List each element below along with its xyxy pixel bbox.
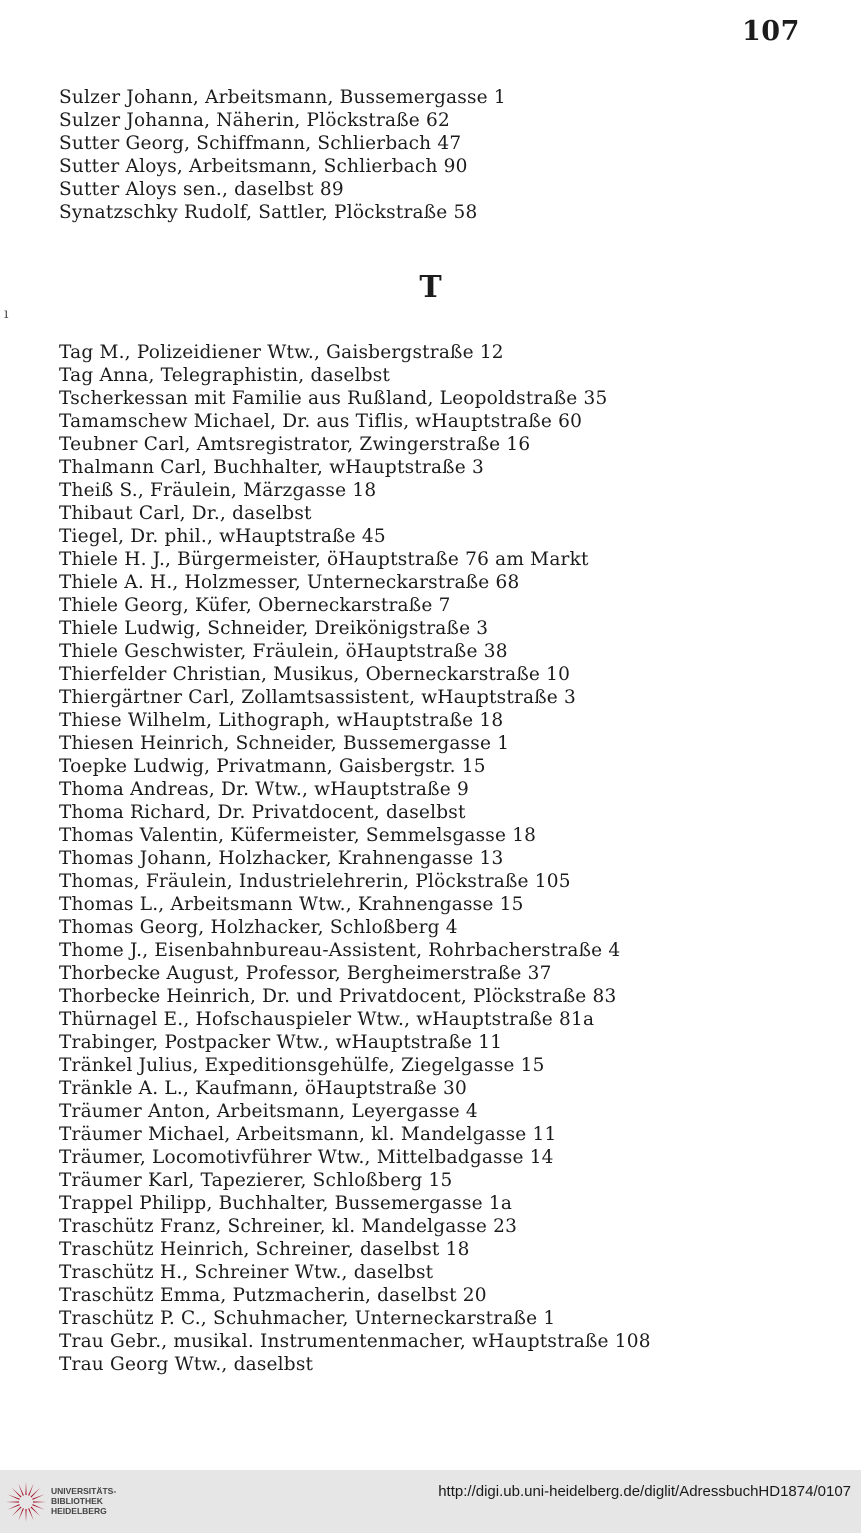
- directory-entry: Thoma Richard, Dr. Privatdocent, daselbst: [59, 802, 466, 823]
- directory-entry: Thalmann Carl, Buchhalter, wHauptstraße 3: [59, 457, 484, 478]
- directory-entry: Trabinger, Postpacker Wtw., wHauptstraße 11: [59, 1032, 503, 1053]
- directory-entry: Thorbecke Heinrich, Dr. und Privatdocent, Plöckstraße 83: [59, 986, 617, 1007]
- directory-entry: Tscherkessan mit Familie aus Rußland, Leopoldstraße 35: [59, 388, 608, 409]
- directory-entry: Traschütz Heinrich, Schreiner, daselbst 18: [59, 1239, 470, 1260]
- directory-entry: Thomas Georg, Holzhacker, Schloßberg 4: [59, 917, 458, 938]
- margin-mark: ı: [4, 306, 9, 322]
- seal-ray: [28, 1484, 34, 1496]
- directory-entry: Träumer Michael, Arbeitsmann, kl. Mandelgasse 11: [59, 1124, 557, 1145]
- section-letter: T: [419, 270, 442, 305]
- page-number: 107: [742, 16, 800, 47]
- directory-entry: Thome J., Eisenbahnbureau-Assistent, Rohrbacherstraße 4: [59, 940, 621, 961]
- seal-ray: [8, 1494, 20, 1500]
- directory-entry: Thürnagel E., Hofschauspieler Wtw., wHauptstraße 81a: [59, 1009, 595, 1030]
- directory-entry: Thiele A. H., Holzmesser, Unterneckarstraße 68: [59, 572, 520, 593]
- seal-ray: [25, 1509, 26, 1522]
- directory-entry: Trau Gebr., musikal. Instrumentenmacher, wHauptstraße 108: [59, 1331, 651, 1352]
- directory-entry: Thomas Valentin, Küfermeister, Semmelsgasse 18: [59, 825, 537, 846]
- directory-entry: Tag M., Polizeidiener Wtw., Gaisbergstraße 12: [59, 342, 504, 363]
- library-name: [51, 1486, 116, 1516]
- seal-ray: [30, 1488, 40, 1498]
- directory-entry: Thiesen Heinrich, Schneider, Bussemergasse 1: [59, 733, 510, 754]
- directory-entry: Tränkel Julius, Expeditionsgehülfe, Ziegelgasse 15: [59, 1055, 545, 1076]
- seal-ray: [6, 1501, 19, 1502]
- seal-ray: [32, 1504, 44, 1510]
- library-name-line: HEIDELBERG: [51, 1506, 107, 1516]
- directory-entries-t: [59, 341, 651, 1376]
- seal-ray: [8, 1504, 20, 1510]
- directory-entry: Sutter Georg, Schiffmann, Schlierbach 47: [59, 133, 462, 154]
- seal-ray: [28, 1508, 34, 1520]
- seal-ray: [18, 1508, 24, 1520]
- footer-bar: [0, 1470, 861, 1533]
- directory-entry: Tiegel, Dr. phil., wHauptstraße 45: [59, 526, 386, 547]
- directory-entry: Thiele Geschwister, Fräulein, öHauptstraße 38: [59, 641, 508, 662]
- directory-entry: Thiele H. J., Bürgermeister, öHauptstraße 76 am Markt: [59, 549, 589, 570]
- seal-ray: [33, 1501, 46, 1502]
- directory-entry: Träumer, Locomotivführer Wtw., Mittelbadgasse 14: [59, 1147, 554, 1168]
- seal-ray: [30, 1506, 40, 1516]
- directory-entry: Teubner Carl, Amtsregistrator, Zwingerstraße 16: [59, 434, 531, 455]
- directory-entry: Traschütz H., Schreiner Wtw., daselbst: [59, 1262, 434, 1283]
- directory-entry: Thiergärtner Carl, Zollamtsassistent, wHauptstraße 3: [59, 687, 576, 708]
- directory-entry: Toepke Ludwig, Privatmann, Gaisbergstr. 15: [59, 756, 486, 777]
- directory-entries-s: [59, 86, 506, 224]
- directory-entry: Traschütz Franz, Schreiner, kl. Mandelgasse 23: [59, 1216, 518, 1237]
- directory-entry: Thomas L., Arbeitsmann Wtw., Krahnengasse 15: [59, 894, 524, 915]
- directory-entry: Trau Georg Wtw., daselbst: [59, 1354, 314, 1375]
- library-name-line: UNIVERSITÄTS-: [51, 1486, 117, 1496]
- directory-entry: Thorbecke August, Professor, Bergheimerstraße 37: [59, 963, 552, 984]
- directory-entry: Theiß S., Fräulein, Märzgasse 18: [59, 480, 377, 501]
- university-seal-icon: [4, 1480, 48, 1524]
- directory-entry: Thiele Ludwig, Schneider, Dreikönigstraße 3: [59, 618, 489, 639]
- source-url-link[interactable]: http://digi.ub.uni-heidelberg.de/diglit/AdressbuchHD1874/0107: [438, 1483, 851, 1500]
- directory-entry: Traschütz P. C., Schuhmacher, Unterneckarstraße 1: [59, 1308, 556, 1329]
- seal-ray: [12, 1488, 22, 1498]
- directory-entry: Sutter Aloys sen., daselbst 89: [59, 179, 344, 200]
- directory-entry: Trappel Philipp, Buchhalter, Bussemergasse 1a: [59, 1193, 513, 1214]
- directory-entry: Sutter Aloys, Arbeitsmann, Schlierbach 90: [59, 156, 468, 177]
- directory-entry: Sulzer Johann, Arbeitsmann, Bussemergasse 1: [59, 87, 506, 108]
- directory-entry: Traschütz Emma, Putzmacherin, daselbst 20: [59, 1285, 487, 1306]
- directory-entry: Träumer Karl, Tapezierer, Schloßberg 15: [59, 1170, 453, 1191]
- directory-entry: Thiese Wilhelm, Lithograph, wHauptstraße 18: [59, 710, 504, 731]
- seal-ray: [12, 1506, 22, 1516]
- directory-entry: Tag Anna, Telegraphistin, daselbst: [59, 365, 391, 386]
- seal-ray: [18, 1484, 24, 1496]
- directory-entry: Thiele Georg, Küfer, Oberneckarstraße 7: [59, 595, 451, 616]
- directory-entry: Thibaut Carl, Dr., daselbst: [59, 503, 312, 524]
- directory-entry: Sulzer Johanna, Näherin, Plöckstraße 62: [59, 110, 450, 131]
- directory-entry: Thomas, Fräulein, Industrielehrerin, Plöckstraße 105: [59, 871, 571, 892]
- directory-entry: Synatzschky Rudolf, Sattler, Plöckstraße 58: [59, 202, 478, 223]
- directory-entry: Thoma Andreas, Dr. Wtw., wHauptstraße 9: [59, 779, 469, 800]
- library-name-line: BIBLIOTHEK: [51, 1496, 103, 1506]
- directory-entry: Tränkle A. L., Kaufmann, öHauptstraße 30: [59, 1078, 467, 1099]
- directory-entry: Thierfelder Christian, Musikus, Oberneckarstraße 10: [59, 664, 571, 685]
- seal-ray: [32, 1494, 44, 1500]
- directory-entry: Thomas Johann, Holzhacker, Krahnengasse 13: [59, 848, 504, 869]
- directory-entry: Träumer Anton, Arbeitsmann, Leyergasse 4: [59, 1101, 478, 1122]
- seal-ray: [25, 1482, 26, 1495]
- directory-entry: Tamamschew Michael, Dr. aus Tiflis, wHauptstraße 60: [59, 411, 583, 432]
